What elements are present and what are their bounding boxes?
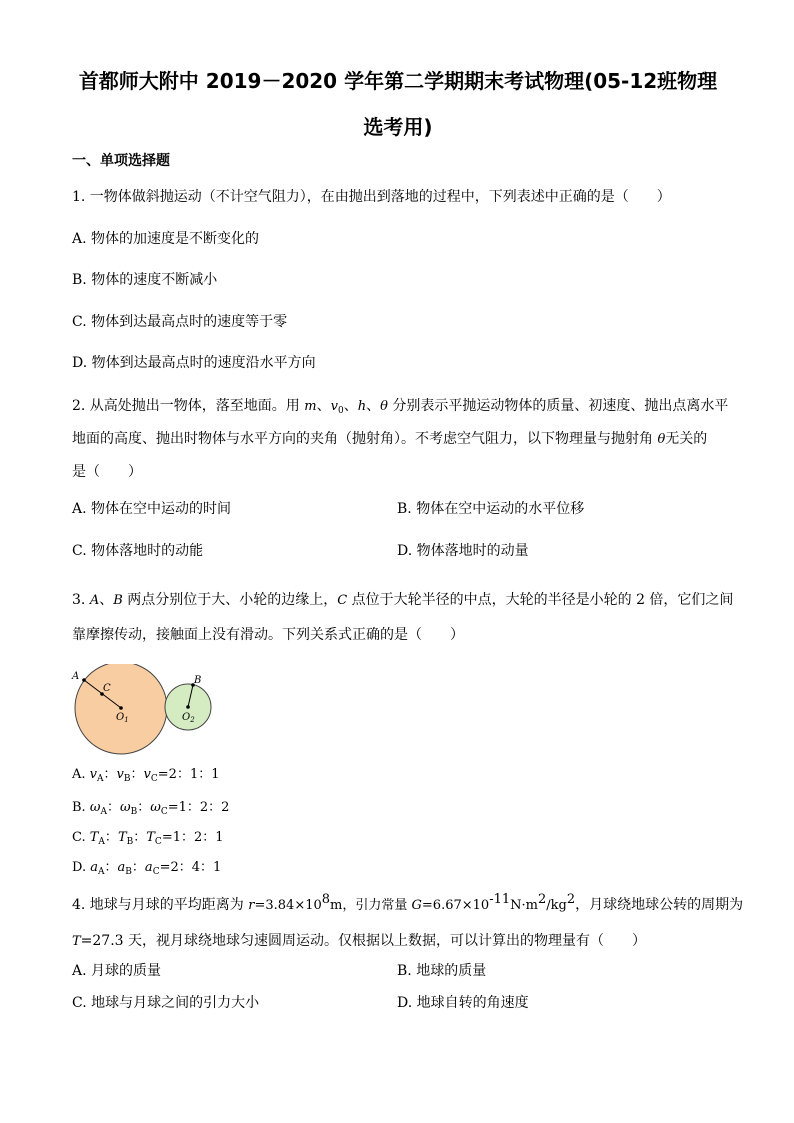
label-o2: $O_2$ bbox=[182, 712, 195, 724]
center-o1-dot bbox=[119, 706, 123, 710]
q3-option-d: D. $a_A$：$a_B$：$a_C=2$：4：1 bbox=[72, 860, 222, 877]
q2-stem-line3: 是（ ） bbox=[72, 464, 142, 480]
label-a: A bbox=[72, 671, 80, 682]
q2-text: 无关的 bbox=[665, 431, 708, 447]
label-b: B bbox=[194, 675, 202, 686]
q1-option-d: D. 物体到达最高点时的速度沿水平方向 bbox=[72, 355, 316, 371]
section-heading: 一、单项选择题 bbox=[72, 153, 170, 169]
q2-option-c: C. 物体落地时的动能 bbox=[72, 543, 204, 559]
q2-stem-line2 bbox=[72, 428, 707, 451]
point-c: C bbox=[337, 593, 348, 608]
point-b: B bbox=[113, 593, 123, 608]
q3-text: 、 bbox=[99, 592, 114, 608]
q2-option-a: A. 物体在空中运动的时间 bbox=[72, 501, 232, 517]
point-a-dot bbox=[82, 678, 86, 682]
q2-stem-line1 bbox=[72, 395, 728, 418]
point-a: A bbox=[89, 593, 100, 608]
q4-option-d: D. 地球自转的角速度 bbox=[397, 995, 529, 1011]
q1-stem: 1. 一物体做斜抛运动（不计空气阻力），在由抛出到落地的过程中，下列表述中正确的是（ ） bbox=[72, 189, 671, 205]
exam-title-line1: 首都师大附中 2019－2020 学年第二学期期末考试物理(05-12班物理 bbox=[78, 69, 718, 93]
q2-text: 分别表示平抛运动物体的质量、初速度、抛出点离水平 bbox=[387, 398, 729, 414]
q4-stem-line1: 4. 地球与月球的平均距离为 $r=3.84\times 10^8m$，引力常量 $G=6.67\times 10^{-11}N\cdot m^2/kg^2$，月球绕地球公转的周期为 bbox=[72, 892, 744, 913]
center-o2-dot bbox=[186, 705, 190, 709]
label-c: C bbox=[103, 683, 111, 694]
q4-option-c: C. 地球与月球之间的引力大小 bbox=[72, 995, 260, 1011]
q2-sep: 、 bbox=[343, 398, 358, 414]
q1-option-a: A. 物体的加速度是不断变化的 bbox=[72, 231, 260, 247]
q2-sep: 、 bbox=[316, 398, 331, 414]
label-o1: $O_1$ bbox=[116, 712, 129, 724]
symbol-v: v bbox=[330, 399, 338, 414]
symbol-m: m bbox=[304, 399, 317, 414]
q3-stem-line1 bbox=[72, 589, 733, 612]
symbol-theta: θ bbox=[657, 432, 666, 447]
q4-option-b: B. 地球的质量 bbox=[397, 963, 487, 979]
q3-stem-line2: 靠摩擦传动，接触面上没有滑动。下列关系式正确的是（ ） bbox=[72, 627, 464, 643]
symbol-h: h bbox=[357, 399, 367, 414]
exam-title-line2: 选考用) bbox=[363, 115, 433, 139]
q3-option-c: C. $T_A$：$T_B$：$T_C=1$：2：1 bbox=[72, 830, 224, 847]
symbol-theta: θ bbox=[380, 399, 388, 414]
q1-option-b: B. 物体的速度不断减小 bbox=[72, 272, 218, 288]
wheels-figure bbox=[68, 664, 218, 756]
q3-option-b: B. $\omega_A$：$\omega_B$：$\omega_C=1$：2：2 bbox=[72, 800, 230, 817]
q2-option-d: D. 物体落地时的动量 bbox=[397, 543, 529, 559]
symbol-v-sub: 0 bbox=[337, 406, 344, 416]
q2-text: 地面的高度、抛出时物体与水平方向的夹角（抛射角）。不考虑空气阻力，以下物理量与抛射角 bbox=[72, 431, 658, 447]
q3-number: 3. bbox=[72, 592, 90, 608]
q3-text: 两点分别位于大、小轮的边缘上， bbox=[122, 592, 338, 608]
q4-option-a: A. 月球的质量 bbox=[72, 963, 162, 979]
q2-text: 2. 从高处抛出一物体，落至地面。用 bbox=[72, 398, 305, 414]
q2-option-b: B. 物体在空中运动的水平位移 bbox=[397, 501, 585, 517]
q3-option-a: A. $v_A$：$v_B$：$v_C=2$：1：1 bbox=[72, 767, 220, 784]
q2-sep: 、 bbox=[366, 398, 381, 414]
q3-text: 点位于大轮半径的中点，大轮的半径是小轮的 2 倍，它们之间 bbox=[347, 592, 734, 608]
q1-option-c: C. 物体到达最高点时的速度等于零 bbox=[72, 314, 288, 330]
q4-stem-line2: T=27.3 天，视月球绕地球匀速圆周运动。仅根据以上数据，可以计算出的物理量有（ ） bbox=[72, 933, 647, 949]
